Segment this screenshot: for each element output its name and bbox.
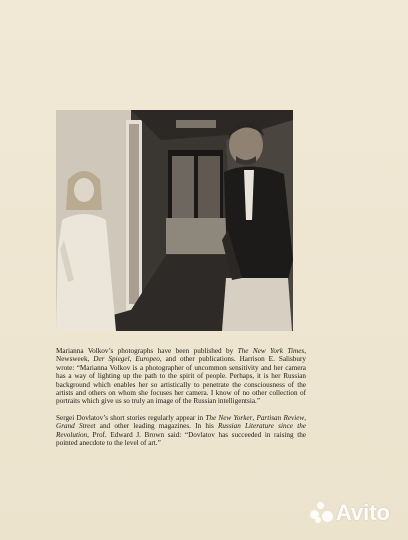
text-segment: ,: [252, 413, 257, 422]
text-segment: and other leading magazines. In his: [95, 422, 219, 431]
publication-title: The New York Times: [237, 347, 305, 355]
text-segment: ,: [129, 355, 136, 364]
text-segment: Marianna Volkov’s photographs have been published by: [56, 347, 238, 355]
paragraph-volkov: [56, 347, 306, 406]
book-title: Russian Literature since the Revolution: [56, 422, 306, 439]
author-photo: [56, 110, 293, 331]
publication-title: Der Spiegel: [93, 355, 130, 364]
publication-title: Grand Street: [56, 422, 96, 431]
text-segment: , and other publications. Harrison E. Salisbury wrote: “Marianna Volkov is a photographer of uncommon sensitivity and her camera has a way of lighting up the path to the spirit of people. Perhaps, it is her Russian background which enables her so artistically to penetrate the consciousness of the artists and others on whom she focuses her camera. I know of no other collection of portraits which give us so truly an image of the Russian intelligentsia.”: [56, 355, 306, 406]
publication-title: The New Yorker: [205, 413, 253, 422]
watermark-text: Avito: [335, 500, 390, 525]
author-bio-text: [56, 347, 306, 455]
publication-title: Partisan Review: [256, 413, 305, 422]
avito-logo-icon: [310, 502, 332, 524]
text-segment: ,: [304, 413, 307, 422]
avito-watermark: [310, 500, 390, 526]
text-segment: , Prof. Edward J. Brown said: “Dovlatov has succeeded in raising the pointed anecdote to the level of art.”: [56, 430, 306, 448]
text-segment: Sergei Dovlatov’s short stories regularly appear in: [56, 413, 206, 422]
publication-title: Europeo: [135, 355, 160, 364]
text-segment: , Newsweek,: [56, 347, 306, 364]
paragraph-dovlatov: [56, 414, 306, 448]
